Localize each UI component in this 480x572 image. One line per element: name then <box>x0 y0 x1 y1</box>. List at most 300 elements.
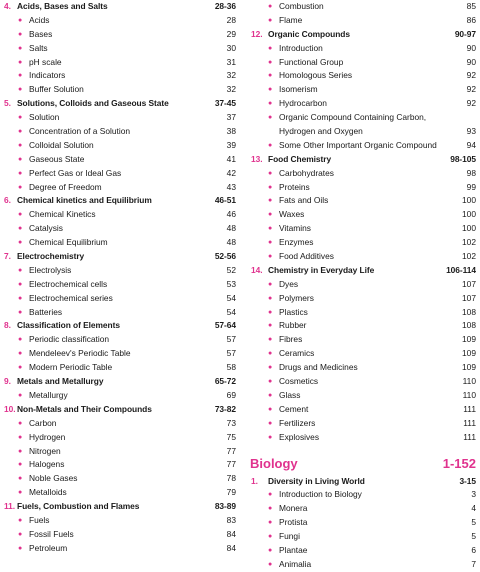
page-number: 7 <box>471 558 476 569</box>
page-number: 107 <box>462 278 476 289</box>
chapter-number: 12. <box>251 28 263 39</box>
topic-title: Periodic classification <box>29 334 110 345</box>
topic-entry <box>0 56 236 70</box>
topic-entry <box>248 139 476 153</box>
page-number: 57-64 <box>214 320 236 331</box>
page-number: 46-51 <box>214 195 236 206</box>
topic-title: Fertilizers <box>279 417 316 428</box>
bullet-icon: ● <box>18 336 23 344</box>
page-number: 77 <box>226 459 236 470</box>
chapter-number: 1. <box>251 475 258 486</box>
chapter-number: 9. <box>4 376 11 387</box>
bullet-icon: ● <box>268 378 273 386</box>
topic-title: Perfect Gas or Ideal Gas <box>29 167 122 178</box>
bullet-icon: ● <box>18 30 23 38</box>
topic-title: Batteries <box>29 306 63 317</box>
topic-entry <box>0 181 236 195</box>
topic-title: pH scale <box>29 56 62 67</box>
page-number: 99 <box>466 181 476 192</box>
chapter-number: 10. <box>4 403 16 414</box>
bullet-icon: ● <box>268 336 273 344</box>
bullet-icon: ● <box>268 294 273 302</box>
chapter-entry-solutions-colloids-and-gaseous-state <box>0 97 236 111</box>
chapter-number: 4. <box>4 1 11 11</box>
topic-title: Electrochemical series <box>29 292 113 303</box>
bullet-icon: ● <box>18 516 23 524</box>
topic-entry <box>248 530 476 544</box>
topic-entry <box>248 111 476 125</box>
topic-entry <box>248 403 476 417</box>
page-number: 93 <box>466 126 476 137</box>
page-number: 57 <box>226 348 236 359</box>
chapter-entry-diversity-in-living-world <box>248 475 476 489</box>
chapter-title: Solutions, Colloids and Gaseous State <box>17 98 169 109</box>
topic-entry <box>0 208 236 222</box>
topic-title: Flame <box>279 14 303 25</box>
bullet-icon: ● <box>18 58 23 66</box>
topic-title: Proteins <box>279 181 310 192</box>
topic-entry <box>0 306 236 320</box>
chapter-title: Acids, Bases and Salts <box>17 1 108 11</box>
chapter-entry-chemical-kinetics-and-equilibrium <box>0 194 236 208</box>
bullet-icon: ● <box>18 350 23 358</box>
topic-title: Food Additives <box>279 251 334 262</box>
page-number: 98-105 <box>450 153 476 164</box>
chapter-entry-food-chemistry <box>248 153 476 167</box>
topic-title: Catalysis <box>29 223 63 234</box>
bullet-icon: ● <box>268 114 273 122</box>
topic-entry <box>0 153 236 167</box>
page-number: 111 <box>463 431 476 442</box>
topic-title: Glass <box>279 389 301 400</box>
topic-entry <box>248 306 476 320</box>
page-number: 102 <box>462 251 476 262</box>
topic-title: Hydrogen <box>29 431 66 442</box>
topic-title: Buffer Solution <box>29 84 84 95</box>
topic-title: Plantae <box>279 544 308 555</box>
bullet-icon: ● <box>268 16 273 24</box>
page-number: 32 <box>226 84 236 95</box>
topic-entry <box>248 389 476 403</box>
page-number: 58 <box>226 362 236 373</box>
page-number: 100 <box>462 223 476 234</box>
page-number: 85 <box>466 1 476 11</box>
bullet-icon: ● <box>268 225 273 233</box>
topic-title: Electrochemical cells <box>29 278 108 289</box>
bullet-icon: ● <box>18 364 23 372</box>
page-number: 92 <box>466 98 476 109</box>
page-number: 46 <box>226 209 236 220</box>
page-number: 30 <box>226 42 236 53</box>
topic-title: Mendeleev's Periodic Table <box>29 348 131 359</box>
page-number: 41 <box>226 153 236 164</box>
bullet-icon: ● <box>268 183 273 191</box>
bullet-icon: ● <box>268 239 273 247</box>
topic-title: Acids <box>29 14 50 25</box>
topic-entry <box>248 488 476 502</box>
topic-title: Enzymes <box>279 237 314 248</box>
topic-entry <box>0 14 236 28</box>
page-number: 69 <box>226 389 236 400</box>
topic-entry <box>0 347 236 361</box>
page-number: 54 <box>226 306 236 317</box>
topic-entry <box>0 333 236 347</box>
page-number: 84 <box>226 528 236 539</box>
topic-entry <box>0 139 236 153</box>
topic-title: Bases <box>29 28 53 39</box>
topic-entry <box>248 544 476 558</box>
topic-title: Dyes <box>279 278 299 289</box>
topic-entry <box>248 361 476 375</box>
page-number: 98 <box>466 167 476 178</box>
page-number: 111 <box>463 417 476 428</box>
bullet-icon: ● <box>268 58 273 66</box>
bullet-icon: ● <box>18 280 23 288</box>
topic-entry <box>0 236 236 250</box>
topic-title: Electrolysis <box>29 264 72 275</box>
topic-title: Fossil Fuels <box>29 528 74 539</box>
bullet-icon: ● <box>268 364 273 372</box>
page-number: 3 <box>471 489 476 500</box>
page-number: 5 <box>471 531 476 542</box>
bullet-icon: ● <box>18 225 23 233</box>
page-number: 106-114 <box>446 264 476 275</box>
chapter-title: Chemical kinetics and Equilibrium <box>17 195 152 206</box>
page-number: 28-36 <box>214 1 236 11</box>
topic-entry <box>248 502 476 516</box>
chapter-number: 8. <box>4 320 11 331</box>
topic-title: Waxes <box>279 209 305 220</box>
chapter-title: Diversity in Living World <box>268 475 365 486</box>
topic-entry <box>248 417 476 431</box>
bullet-icon: ● <box>18 183 23 191</box>
bullet-icon: ● <box>268 433 273 441</box>
page-number: 90-97 <box>454 28 476 39</box>
topic-entry <box>248 194 476 208</box>
topic-title: Rubber <box>279 320 307 331</box>
bullet-icon: ● <box>18 433 23 441</box>
page-number: 28 <box>226 14 236 25</box>
page-number: 32 <box>226 70 236 81</box>
page-number: 84 <box>226 542 236 553</box>
page-number: 29 <box>226 28 236 39</box>
bullet-icon: ● <box>268 505 273 513</box>
topic-entry <box>248 333 476 347</box>
bullet-icon: ● <box>268 72 273 80</box>
bullet-icon: ● <box>18 239 23 247</box>
topic-entry <box>0 125 236 139</box>
topic-title: Protista <box>279 517 308 528</box>
page-number: 48 <box>226 237 236 248</box>
chapter-title: Chemistry in Everyday Life <box>268 264 375 275</box>
chapter-entry-chemistry-in-everyday-life <box>248 264 476 278</box>
page-number: 90 <box>466 56 476 67</box>
chapter-entry-organic-compounds <box>248 28 476 42</box>
topic-title: Chemical Kinetics <box>29 209 96 220</box>
bullet-icon: ● <box>18 294 23 302</box>
bullet-icon: ● <box>18 169 23 177</box>
page-number: 83-89 <box>214 501 236 512</box>
topic-entry <box>248 69 476 83</box>
topic-entry <box>0 292 236 306</box>
bullet-icon: ● <box>268 405 273 413</box>
chapter-title: Fuels, Combustion and Flames <box>17 501 140 512</box>
topic-entry <box>0 431 236 445</box>
topic-entry <box>0 542 236 556</box>
chapter-number: 5. <box>4 98 11 109</box>
topic-title: Fungi <box>279 531 300 542</box>
topic-entry <box>0 514 236 528</box>
topic-title: Chemical Equilibrium <box>29 237 108 248</box>
topic-entry <box>248 375 476 389</box>
page-number: 110 <box>462 376 476 387</box>
chapter-entry-electrochemistry <box>0 250 236 264</box>
topic-entry <box>0 389 236 403</box>
bullet-icon: ● <box>18 155 23 163</box>
page-number: 110 <box>462 389 476 400</box>
bullet-icon: ● <box>268 211 273 219</box>
bullet-icon: ● <box>18 128 23 136</box>
topic-title: Fats and Oils <box>279 195 329 206</box>
topic-entry <box>0 278 236 292</box>
chapter-entry-fuels-combustion-and-flames <box>0 500 236 514</box>
topic-entry <box>0 458 236 472</box>
chapter-entry-metals-and-metallurgy <box>0 375 236 389</box>
topic-title: Combustion <box>279 1 324 11</box>
section-heading-biology <box>248 453 476 475</box>
topic-entry <box>248 0 476 14</box>
page-number: 108 <box>462 320 476 331</box>
topic-title: Homologous Series <box>279 70 353 81</box>
topic-entry <box>248 292 476 306</box>
topic-entry <box>248 42 476 56</box>
topic-entry <box>0 417 236 431</box>
topic-title: Introduction to Biology <box>279 489 362 500</box>
chapter-title: Classification of Elements <box>17 320 120 331</box>
topic-title: Modern Periodic Table <box>29 362 113 373</box>
bullet-icon: ● <box>18 16 23 24</box>
page-number: 109 <box>462 362 476 373</box>
topic-entry <box>0 111 236 125</box>
topic-title: Fibres <box>279 334 303 345</box>
topic-title: Animalia <box>279 558 312 569</box>
bullet-icon: ● <box>18 308 23 316</box>
chapter-entry-non-metals-and-their-compounds <box>0 403 236 417</box>
bullet-icon: ● <box>268 519 273 527</box>
bullet-icon: ● <box>268 322 273 330</box>
page-number: 1-152 <box>442 455 476 471</box>
page-number: 57 <box>226 334 236 345</box>
topic-title: Some Other Important Organic Compound <box>279 139 437 150</box>
chapter-number: 14. <box>251 264 263 275</box>
page-number: 31 <box>226 56 236 67</box>
page-number: 48 <box>226 223 236 234</box>
bullet-icon: ● <box>18 530 23 538</box>
page-number: 100 <box>462 195 476 206</box>
toc-right-column <box>248 0 476 572</box>
topic-entry <box>248 250 476 264</box>
topic-title: Metalloids <box>29 487 67 498</box>
topic-entry <box>0 167 236 181</box>
bullet-icon: ● <box>18 391 23 399</box>
topic-title: Carbohydrates <box>279 167 334 178</box>
bullet-icon: ● <box>18 461 23 469</box>
topic-entry <box>248 83 476 97</box>
bullet-icon: ● <box>18 489 23 497</box>
page-number: 5 <box>471 517 476 528</box>
topic-title: Salts <box>29 42 48 53</box>
chapter-entry-acids-bases-and-salts <box>0 0 236 14</box>
page-number: 100 <box>462 209 476 220</box>
page-number: 86 <box>466 14 476 25</box>
page-number: 75 <box>226 431 236 442</box>
topic-entry <box>248 222 476 236</box>
page-number: 73-82 <box>214 403 236 414</box>
topic-entry <box>0 528 236 542</box>
topic-title: Plastics <box>279 306 308 317</box>
topic-title: Hydrogen and Oxygen <box>279 126 363 137</box>
topic-title: Introduction <box>279 42 323 53</box>
topic-entry <box>248 125 476 139</box>
bullet-icon: ● <box>268 350 273 358</box>
topic-entry <box>0 361 236 375</box>
topic-title: Solution <box>29 112 60 123</box>
chapter-title: Food Chemistry <box>268 153 332 164</box>
topic-entry <box>0 264 236 278</box>
bullet-icon: ● <box>18 447 23 455</box>
topic-title: Degree of Freedom <box>29 181 102 192</box>
topic-entry <box>248 167 476 181</box>
topic-entry <box>248 431 476 445</box>
page-number: 77 <box>226 445 236 456</box>
topic-title: Carbon <box>29 417 57 428</box>
bullet-icon: ● <box>268 419 273 427</box>
bullet-icon: ● <box>268 308 273 316</box>
topic-title: Ceramics <box>279 348 315 359</box>
page-number: 42 <box>226 167 236 178</box>
topic-title: Fuels <box>29 514 50 525</box>
topic-title: Cosmetics <box>279 376 319 387</box>
topic-title: Isomerism <box>279 84 318 95</box>
topic-title: Hydrocarbon <box>279 98 327 109</box>
topic-title: Petroleum <box>29 542 68 553</box>
topic-entry <box>248 97 476 111</box>
page-number: 78 <box>226 473 236 484</box>
chapter-number: 6. <box>4 195 11 206</box>
chapter-entry-classification-of-elements <box>0 319 236 333</box>
bullet-icon: ● <box>268 141 273 149</box>
chapter-title: Metals and Metallurgy <box>17 376 104 387</box>
page-number: 107 <box>462 292 476 303</box>
topic-entry <box>248 516 476 530</box>
bullet-icon: ● <box>268 491 273 499</box>
bullet-icon: ● <box>18 72 23 80</box>
bullet-icon: ● <box>268 86 273 94</box>
topic-title: Nitrogen <box>29 445 61 456</box>
bullet-icon: ● <box>268 560 273 568</box>
page-number: 108 <box>462 306 476 317</box>
page-number: 38 <box>226 126 236 137</box>
page-number: 92 <box>466 70 476 81</box>
chapter-number: 7. <box>4 251 11 262</box>
page-number: 37-45 <box>214 98 236 109</box>
topic-entry <box>0 69 236 83</box>
topic-entry <box>0 83 236 97</box>
bullet-icon: ● <box>268 391 273 399</box>
page-number: 102 <box>462 237 476 248</box>
topic-entry <box>248 14 476 28</box>
page-number: 6 <box>471 544 476 555</box>
topic-entry <box>0 472 236 486</box>
bullet-icon: ● <box>18 141 23 149</box>
bullet-icon: ● <box>268 100 273 108</box>
bullet-icon: ● <box>18 544 23 552</box>
page-number: 79 <box>226 487 236 498</box>
page-number: 53 <box>226 278 236 289</box>
topic-entry <box>248 558 476 572</box>
bullet-icon: ● <box>18 266 23 274</box>
bullet-icon: ● <box>268 197 273 205</box>
page-number: 92 <box>466 84 476 95</box>
topic-title: Metallurgy <box>29 389 68 400</box>
page-number: 52-56 <box>214 251 236 262</box>
topic-entry <box>248 56 476 70</box>
bullet-icon: ● <box>18 86 23 94</box>
topic-title: Concentration of a Solution <box>29 126 131 137</box>
chapter-number: 11. <box>4 501 16 512</box>
page-number: 3-15 <box>459 475 476 486</box>
bullet-icon: ● <box>18 475 23 483</box>
topic-title: Monera <box>279 503 308 514</box>
topic-entry <box>0 222 236 236</box>
page-number: 54 <box>226 292 236 303</box>
topic-entry <box>0 28 236 42</box>
page-number: 94 <box>466 139 476 150</box>
topic-title: Drugs and Medicines <box>279 362 358 373</box>
bullet-icon: ● <box>18 114 23 122</box>
chapter-title: Electrochemistry <box>17 251 85 262</box>
page-number: 43 <box>226 181 236 192</box>
topic-title: Organic Compound Containing Carbon, <box>279 112 427 123</box>
topic-entry <box>248 347 476 361</box>
topic-entry <box>248 278 476 292</box>
page-number: 65-72 <box>214 376 236 387</box>
topic-title: Colloidal Solution <box>29 139 94 150</box>
topic-entry <box>248 208 476 222</box>
chapter-title: Non-Metals and Their Compounds <box>17 403 152 414</box>
page-number: 83 <box>226 514 236 525</box>
page-number: 111 <box>463 403 476 414</box>
topic-title: Gaseous State <box>29 153 85 164</box>
bullet-icon: ● <box>268 533 273 541</box>
bullet-icon: ● <box>268 3 273 10</box>
bullet-icon: ● <box>268 280 273 288</box>
bullet-icon: ● <box>268 546 273 554</box>
topic-entry <box>248 181 476 195</box>
topic-title: Indicators <box>29 70 66 81</box>
topic-entry <box>0 42 236 56</box>
page-number: 73 <box>226 417 236 428</box>
bullet-icon: ● <box>268 253 273 261</box>
page-number: 90 <box>466 42 476 53</box>
bullet-icon: ● <box>18 211 23 219</box>
chapter-title: Organic Compounds <box>268 28 350 39</box>
bullet-icon: ● <box>18 419 23 427</box>
topic-entry <box>248 236 476 250</box>
topic-entry <box>248 319 476 333</box>
topic-title: Polymers <box>279 292 314 303</box>
toc-left-column <box>0 0 236 556</box>
